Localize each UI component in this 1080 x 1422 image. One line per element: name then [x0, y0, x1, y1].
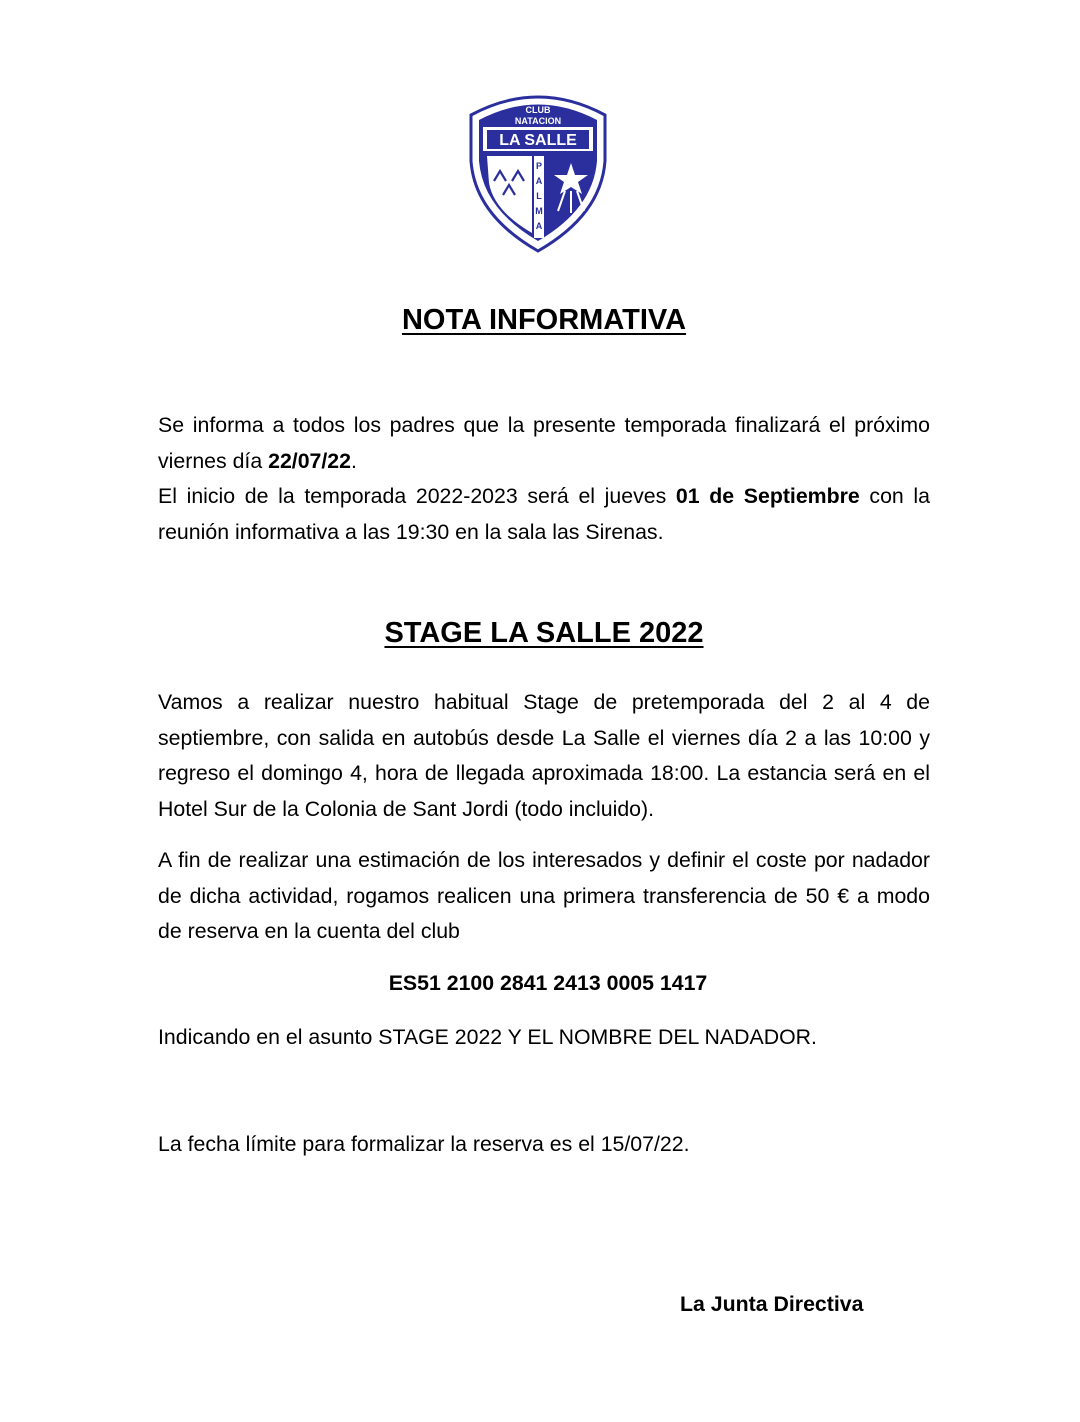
palma-letter: P	[535, 161, 543, 171]
paragraph-text: Se informa a todos los padres que la presente temporada finalizará el próximo viernes día	[158, 413, 930, 473]
paragraph-season-start	[158, 479, 930, 550]
paragraph-text: con la reunión informativa a las 19:30 en la sala las Sirenas.	[158, 484, 930, 544]
section-title-stage: STAGE LA SALLE 2022	[384, 617, 704, 649]
paragraph-deadline: La fecha límite para formalizar la reserva es el 15/07/22.	[158, 1132, 690, 1156]
signature: La Junta Directiva	[680, 1292, 864, 1316]
paragraph-text: El inicio de la temporada 2022-2023 será el jueves	[158, 484, 676, 508]
start-date: 01 de Septiembre	[675, 484, 860, 508]
paragraph-stage-details: Vamos a realizar nuestro habitual Stage de pretemporada del 2 al 4 de septiembre, con salida en autobús desde La Salle el viernes día 2 a las 10:00 y regreso el domingo 4, hora de llegada aproximada 18:00. La estancia será en el Hotel Sur de la Colonia de Sant Jordi (todo incluido).	[158, 690, 930, 821]
paragraph-text: .	[351, 448, 357, 473]
logo-text-lasalle: LA SALLE	[499, 132, 577, 149]
palma-letter: L	[536, 191, 542, 201]
paragraph-subject-instructions: Indicando en el asunto STAGE 2022 Y EL NOMBRE DEL NADADOR.	[158, 1025, 817, 1049]
logo-text-natacion: NATACION	[514, 116, 562, 126]
end-date: 22/07/22	[268, 448, 351, 473]
club-logo	[468, 83, 608, 253]
bank-account-iban: ES51 2100 2841 2413 0005 1417	[388, 971, 708, 995]
logo-text-club: CLUB	[525, 105, 551, 115]
palma-letter: A	[535, 176, 543, 186]
palma-letter: M	[535, 206, 543, 216]
paragraph-reservation: A fin de realizar una estimación de los interesados y definir el coste por nadador de dicha actividad, rogamos realicen una primera transferencia de 50 € a modo de reserva en la cuenta del club	[158, 848, 930, 943]
palma-letter: A	[535, 221, 543, 231]
section-title-nota-informativa: NOTA INFORMATIVA	[401, 304, 687, 336]
paragraph-end-season	[158, 408, 930, 479]
